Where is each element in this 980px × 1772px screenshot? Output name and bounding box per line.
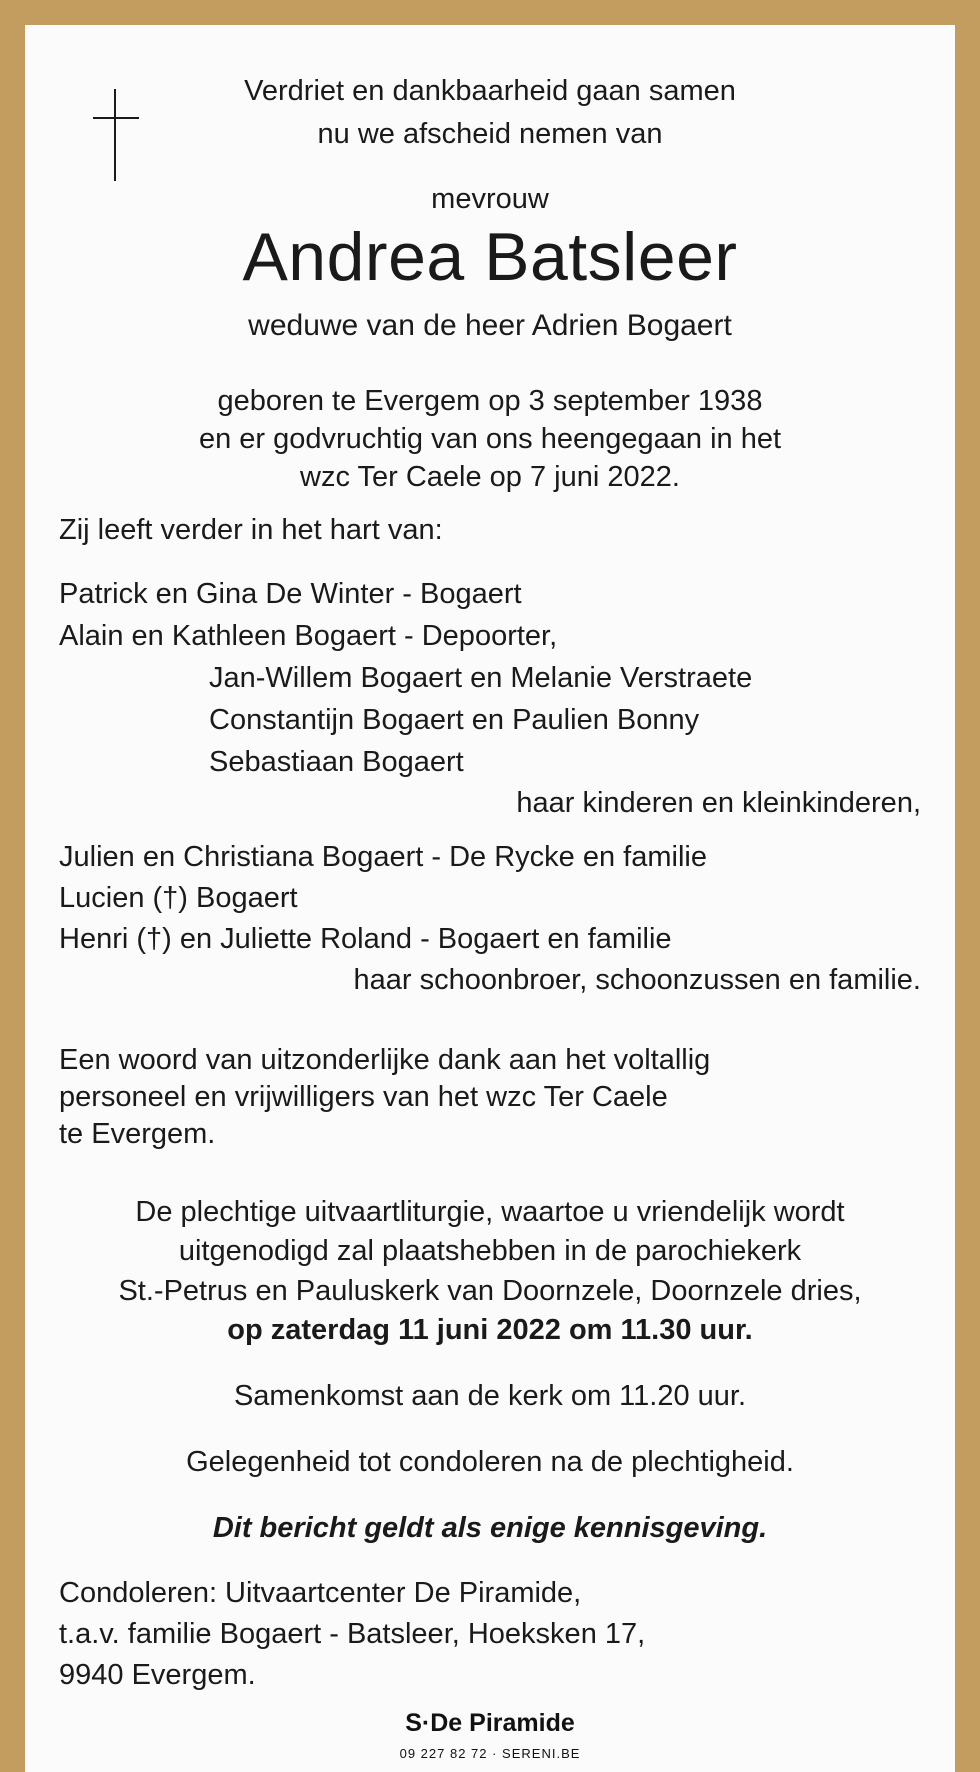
- grandchild-line: Sebastiaan Bogaert: [209, 746, 464, 778]
- condolence-line: Condoleren: Uitvaartcenter De Piramide,: [59, 1577, 582, 1609]
- thanks-line: personeel en vrijwilligers van het wzc Ter Caele: [59, 1081, 668, 1113]
- grandchild-line: Jan-Willem Bogaert en Melanie Verstraete: [209, 662, 753, 694]
- condolence-line: t.a.v. familie Bogaert - Batsleer, Hoeksken 17,: [59, 1618, 646, 1650]
- children-caption: haar kinderen en kleinkinderen,: [516, 787, 921, 819]
- spouse-line: weduwe van de heer Adrien Bogaert: [248, 309, 732, 342]
- birth-line-3: wzc Ter Caele op 7 juni 2022.: [300, 461, 680, 493]
- grandchild-line: Constantijn Bogaert en Paulien Bonny: [209, 704, 700, 736]
- salutation: mevrouw: [431, 183, 549, 215]
- family-line: Julien en Christiana Bogaert - De Rycke en familie: [59, 841, 707, 873]
- obituary-card: [25, 25, 955, 1772]
- gathering-line: Samenkomst aan de kerk om 11.20 uur.: [233, 1380, 747, 1412]
- funeral-line-3: St.-Petrus en Pauluskerk van Doornzele, Doornzele dries,: [118, 1275, 862, 1307]
- funeral-line-1: De plechtige uitvaartliturgie, waartoe u vriendelijk wordt: [135, 1196, 845, 1228]
- thanks-line: Een woord van uitzonderlijke dank aan het voltallig: [59, 1044, 711, 1076]
- family-line: Alain en Kathleen Bogaert - Depoorter,: [59, 620, 558, 652]
- thanks-line: te Evergem.: [59, 1118, 216, 1150]
- birth-line-1: geboren te Evergem op 3 september 1938: [217, 385, 763, 417]
- funeral-date: op zaterdag 11 juni 2022 om 11.30 uur.: [227, 1314, 753, 1346]
- birth-line-2: en er godvruchtig van ons heengegaan in het: [198, 423, 782, 455]
- condolence-opportunity: Gelegenheid tot condoleren na de plechtigheid.: [186, 1446, 794, 1478]
- family-line: Lucien (†) Bogaert: [59, 882, 298, 914]
- deceased-name: Andrea Batsleer: [242, 219, 738, 295]
- intro-line-2: nu we afscheid nemen van: [317, 118, 663, 150]
- family-line: Patrick en Gina De Winter - Bogaert: [59, 578, 522, 610]
- family-line: Henri (†) en Juliette Roland - Bogaert en familie: [59, 923, 672, 955]
- contact-line: 09 227 82 72 · SERENI.BE: [399, 1746, 581, 1761]
- intro-line-1: Verdriet en dankbaarheid gaan samen: [244, 75, 736, 107]
- funeral-home-logo: S·De Piramide: [405, 1709, 575, 1737]
- condolence-line: 9940 Evergem.: [59, 1659, 256, 1691]
- in-laws-caption: haar schoonbroer, schoonzussen en familie.: [353, 964, 921, 996]
- notice-line: Dit bericht geldt als enige kennisgeving.: [212, 1512, 768, 1544]
- lives-on-heading: Zij leeft verder in het hart van:: [59, 514, 443, 546]
- funeral-line-2: uitgenodigd zal plaatshebben in de parochiekerk: [178, 1235, 802, 1267]
